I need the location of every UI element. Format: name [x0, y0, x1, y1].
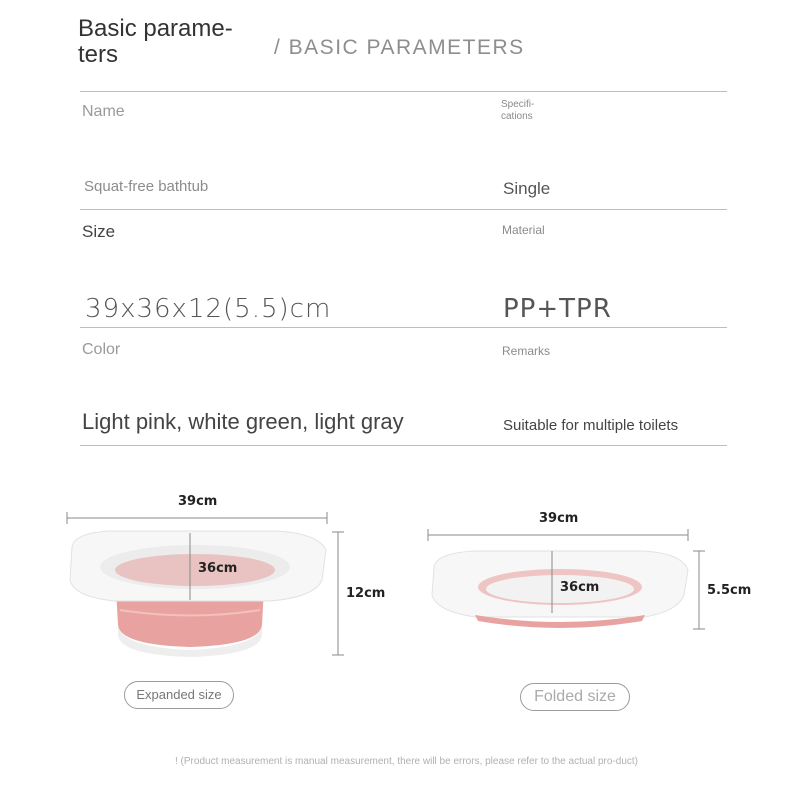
specifications-label-line-2: cations	[501, 111, 533, 122]
page-subtitle: / BASIC PARAMETERS	[274, 36, 525, 59]
name-label: Name	[82, 103, 125, 120]
measurement-footnote: ! (Product measurement is manual measurement, there will be errors, please refer to the actual pro-duct)	[175, 756, 638, 767]
color-label: Color	[82, 341, 121, 358]
expanded-width-label: 39cm	[178, 494, 218, 509]
name-value: Squat-free bathtub	[84, 178, 209, 195]
expanded-height-label: 12cm	[346, 586, 386, 601]
specifications-label	[501, 99, 561, 123]
row-divider-3	[80, 445, 727, 446]
page-title-line-1: Basic parame-	[78, 15, 233, 42]
color-value: Light pink, white green, light gray	[82, 409, 404, 434]
material-label: Material	[502, 223, 545, 237]
size-label: Size	[82, 222, 116, 241]
expanded-size-caption: Expanded size	[124, 681, 234, 709]
remarks-label: Remarks	[502, 344, 551, 358]
folded-height-label: 5.5cm	[707, 583, 752, 598]
folded-inner-label: 36cm	[560, 580, 600, 595]
folded-size-caption: Folded size	[520, 683, 630, 711]
specifications-value: Single	[503, 179, 551, 198]
remarks-value: Suitable for multiple toilets	[503, 417, 679, 434]
folded-width-label: 39cm	[539, 511, 579, 526]
header-divider	[80, 91, 727, 92]
material-value: PP+TPR	[503, 294, 612, 324]
expanded-basin-illustration	[60, 505, 370, 665]
page-title-line-2: ters	[78, 41, 119, 68]
page-title	[78, 16, 248, 68]
row-divider-1	[80, 209, 727, 210]
expanded-inner-label: 36cm	[198, 561, 238, 576]
row-divider-2	[80, 327, 727, 328]
size-value: 39x36x12(5.5)cm	[85, 294, 332, 324]
specifications-label-line-1: Specifi-	[501, 99, 535, 110]
